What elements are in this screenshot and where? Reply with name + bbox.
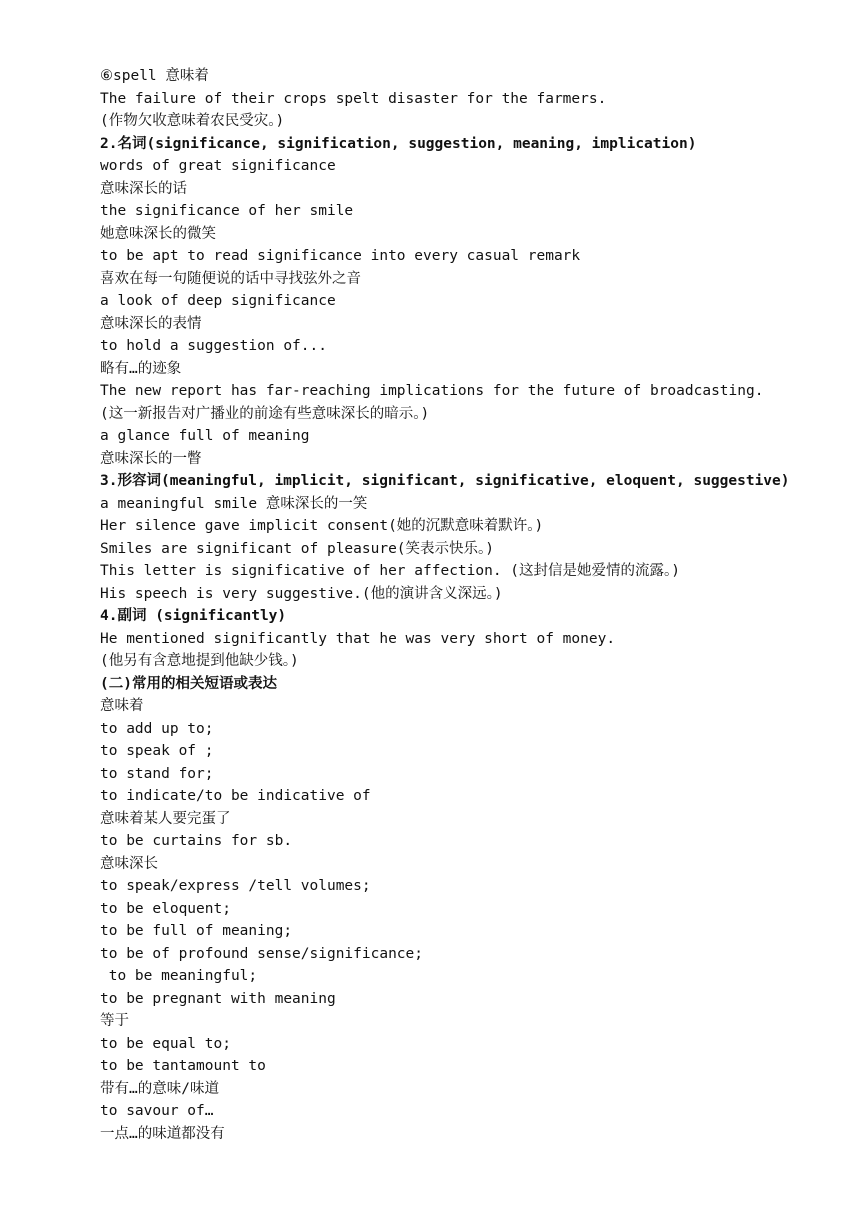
text-line: words of great significance [100,158,336,174]
text-line: to speak of ; [100,743,214,759]
text-line: 意味深长的一瞥 [100,450,202,467]
text-line: (这一新报告对广播业的前途有些意味深长的暗示。) [100,405,430,422]
text-line: to hold a suggestion of... [100,338,327,354]
text-line: to be meaningful; [100,968,258,984]
text-line: 意味着 [100,698,144,714]
text-line: a glance full of meaning [100,428,310,444]
text-line: His speech is very suggestive.(他的演讲含义深远。) [100,585,503,602]
text-line: to add up to; [100,720,214,737]
text-line: to speak/express /tell volumes; [100,878,371,894]
text-line: ⑥spell 意味着 [100,68,209,84]
text-line: to savour of… [100,1103,214,1119]
text-line: 略有…的迹象 [100,360,182,377]
text-line: 意味深长的表情 [100,315,202,332]
text-line: a look of deep significance [100,293,336,309]
text-line: a meaningful smile 意味深长的一笑 [100,495,368,512]
text-line: the significance of her smile [100,203,354,219]
section-heading: 4.副词 (significantly) [100,608,287,624]
text-line: 她意味深长的微笑 [100,225,216,242]
text-line: to be of profound sense/significance; [100,945,424,962]
text-line: 等于 [100,1013,129,1029]
text-line: to be apt to read significance into every casual remark [100,248,581,264]
text-line: to be eloquent; [100,900,231,917]
text-line: He mentioned significantly that he was very short of money. [100,630,616,647]
text-line: This letter is significative of her affection. (这封信是她爱情的流露。) [100,563,681,579]
section-heading: (二)常用的相关短语或表达 [100,675,277,692]
text-line: The failure of their crops spelt disaster for the farmers. [100,90,607,107]
text-line: Her silence gave implicit consent(她的沉默意味着默许。) [100,518,544,534]
section-heading: 2.名词(significance, signification, suggestion, meaning, implication) [100,135,697,152]
text-line: to stand for; [100,765,214,782]
text-line: (作物欠收意味着农民受灾。) [100,113,285,129]
document-page [100,65,840,1145]
text-line: 意味深长 [100,855,158,872]
text-line: 带有…的意味/味道 [100,1080,219,1097]
text-line: to be full of meaning; [100,923,293,939]
text-line: The new report has far-reaching implications for the future of broadcasting. [100,383,764,399]
text-line: to be tantamount to [100,1058,266,1074]
text-line: to indicate/to be indicative of [100,788,371,804]
text-line: to be pregnant with meaning [100,990,336,1007]
text-line: 一点…的味道都没有 [100,1125,225,1142]
text-line: 意味深长的话 [100,180,187,197]
text-line: Smiles are significant of pleasure(笑表示快乐。) [100,540,495,557]
text-line: 意味着某人要完蛋了 [100,810,231,827]
text-line: to be equal to; [100,1035,231,1052]
text-line: (他另有含意地提到他缺少钱。) [100,653,299,669]
text-line: to be curtains for sb. [100,833,293,849]
text-line: 喜欢在每一句随便说的话中寻找弦外之音 [100,270,361,287]
section-heading: 3.形容词(meaningful, implicit, significant, significative, eloquent, suggestive) [100,473,790,489]
